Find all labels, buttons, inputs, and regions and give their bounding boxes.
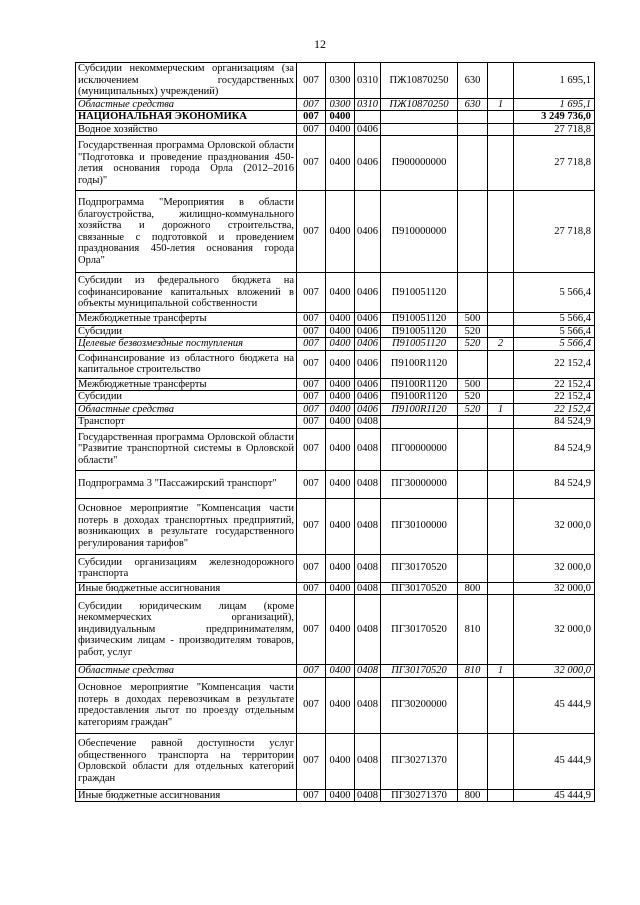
row-rz: 0300 xyxy=(326,63,355,99)
row-rz: 0400 xyxy=(326,498,355,554)
row-name: Межбюджетные трансферты xyxy=(76,313,297,326)
row-ist: 1 xyxy=(488,403,514,416)
row-vr: 810 xyxy=(458,595,488,665)
row-sum: 27 718,8 xyxy=(514,191,595,273)
row-ist: 1 xyxy=(488,98,514,111)
row-pr: 0406 xyxy=(355,338,381,351)
row-ist xyxy=(488,498,514,554)
table-row xyxy=(76,325,595,338)
row-ist xyxy=(488,273,514,313)
row-vr xyxy=(458,191,488,273)
row-vr: 800 xyxy=(458,582,488,595)
row-pr: 0408 xyxy=(355,428,381,470)
row-ist xyxy=(488,136,514,191)
row-ist xyxy=(488,63,514,99)
table-row xyxy=(76,498,595,554)
row-ved: 007 xyxy=(297,789,326,802)
row-csr: ПГ30170520 xyxy=(381,582,458,595)
row-vr: 520 xyxy=(458,391,488,404)
row-ist: 2 xyxy=(488,338,514,351)
row-sum: 5 566,4 xyxy=(514,273,595,313)
row-sum: 5 566,4 xyxy=(514,313,595,326)
row-rz: 0400 xyxy=(326,313,355,326)
row-pr: 0408 xyxy=(355,554,381,582)
row-csr: П9100R1120 xyxy=(381,403,458,416)
row-sum: 45 444,9 xyxy=(514,677,595,733)
row-csr: П9100R1120 xyxy=(381,378,458,391)
row-sum: 1 695,1 xyxy=(514,98,595,111)
row-ist xyxy=(488,111,514,124)
row-name: НАЦИОНАЛЬНАЯ ЭКОНОМИКА xyxy=(76,111,297,124)
row-vr xyxy=(458,136,488,191)
row-csr: П900000000 xyxy=(381,136,458,191)
row-name: Областные средства xyxy=(76,98,297,111)
row-ved: 007 xyxy=(297,554,326,582)
row-name: Обеспечение равной доступности услуг общественного транспорта на территории Орловской области для отдельных категорий граждан xyxy=(76,733,297,789)
row-ved: 007 xyxy=(297,416,326,429)
row-pr: 0408 xyxy=(355,733,381,789)
row-sum: 27 718,8 xyxy=(514,123,595,136)
row-pr: 0408 xyxy=(355,677,381,733)
row-ist xyxy=(488,350,514,378)
row-vr xyxy=(458,416,488,429)
table-row xyxy=(76,677,595,733)
row-pr: 0406 xyxy=(355,273,381,313)
row-rz: 0400 xyxy=(326,733,355,789)
row-vr: 500 xyxy=(458,313,488,326)
row-ved: 007 xyxy=(297,191,326,273)
row-name: Межбюджетные трансферты xyxy=(76,378,297,391)
row-name: Основное мероприятие "Компенсация части потерь в доходах транспортных предприятий, возникающих в результате государственного регулирования тарифов" xyxy=(76,498,297,554)
row-csr: ПЖ10870250 xyxy=(381,98,458,111)
row-ist xyxy=(488,733,514,789)
row-name: Транспорт xyxy=(76,416,297,429)
row-pr: 0310 xyxy=(355,98,381,111)
row-vr xyxy=(458,273,488,313)
row-rz: 0300 xyxy=(326,98,355,111)
row-pr: 0408 xyxy=(355,595,381,665)
row-rz: 0400 xyxy=(326,677,355,733)
row-name: Субсидии некоммерческим организациям (за исключением государственных (муниципальных) учреждений) xyxy=(76,63,297,99)
row-name: Подпрограмма "Мероприятия в области благоустройства, жилищно-коммунального хозяйства и дорожного строительства, связанные с подготовкой и проведением празднования 450-летия основания города Орла" xyxy=(76,191,297,273)
row-ved: 007 xyxy=(297,350,326,378)
row-csr: ПГ30200000 xyxy=(381,677,458,733)
row-csr: ПГ30271370 xyxy=(381,789,458,802)
row-csr: ПГ30271370 xyxy=(381,733,458,789)
table-row xyxy=(76,403,595,416)
row-name: Субсидии юридическим лицам (кроме некоммерческих организаций), индивидуальным предпринимателям, физическим лицам - производителям товаров, работ, услуг xyxy=(76,595,297,665)
row-sum: 22 152,4 xyxy=(514,403,595,416)
row-vr xyxy=(458,470,488,498)
row-name: Областные средства xyxy=(76,403,297,416)
row-rz: 0400 xyxy=(326,350,355,378)
table-row xyxy=(76,470,595,498)
row-sum: 27 718,8 xyxy=(514,136,595,191)
table-row xyxy=(76,789,595,802)
row-vr xyxy=(458,350,488,378)
row-sum: 32 000,0 xyxy=(514,595,595,665)
row-csr xyxy=(381,123,458,136)
row-ved: 007 xyxy=(297,98,326,111)
row-ist xyxy=(488,123,514,136)
table-row xyxy=(76,582,595,595)
row-pr: 0406 xyxy=(355,191,381,273)
row-rz: 0400 xyxy=(326,136,355,191)
row-sum: 22 152,4 xyxy=(514,391,595,404)
row-rz: 0400 xyxy=(326,111,355,124)
row-ved: 007 xyxy=(297,391,326,404)
row-csr: П9100R1120 xyxy=(381,391,458,404)
row-rz: 0400 xyxy=(326,428,355,470)
row-pr: 0406 xyxy=(355,391,381,404)
row-csr: П910051120 xyxy=(381,338,458,351)
row-name: Целевые безвозмездные поступления xyxy=(76,338,297,351)
row-name: Софинансирование из областного бюджета на капитальное строительство xyxy=(76,350,297,378)
row-rz: 0400 xyxy=(326,338,355,351)
table-row xyxy=(76,313,595,326)
table-body xyxy=(76,63,595,802)
row-pr: 0406 xyxy=(355,325,381,338)
table-row xyxy=(76,428,595,470)
row-pr: 0406 xyxy=(355,350,381,378)
page-number: 12 xyxy=(314,37,326,51)
row-rz: 0400 xyxy=(326,595,355,665)
row-sum: 1 695,1 xyxy=(514,63,595,99)
row-ved: 007 xyxy=(297,136,326,191)
row-vr xyxy=(458,123,488,136)
row-csr: ПГ30100000 xyxy=(381,498,458,554)
row-sum: 84 524,9 xyxy=(514,428,595,470)
row-sum: 45 444,9 xyxy=(514,789,595,802)
row-sum: 32 000,0 xyxy=(514,554,595,582)
row-ved: 007 xyxy=(297,403,326,416)
table-row xyxy=(76,111,595,124)
row-ved: 007 xyxy=(297,595,326,665)
row-vr: 500 xyxy=(458,378,488,391)
row-csr: П9100R1120 xyxy=(381,350,458,378)
row-pr: 0406 xyxy=(355,123,381,136)
row-vr xyxy=(458,111,488,124)
row-name: Субсидии xyxy=(76,391,297,404)
row-csr: ПГ00000000 xyxy=(381,428,458,470)
row-ved: 007 xyxy=(297,273,326,313)
row-ist xyxy=(488,416,514,429)
row-ist xyxy=(488,191,514,273)
row-vr: 520 xyxy=(458,338,488,351)
table-row xyxy=(76,595,595,665)
row-sum: 5 566,4 xyxy=(514,338,595,351)
table-row xyxy=(76,733,595,789)
row-pr: 0408 xyxy=(355,416,381,429)
table-row xyxy=(76,123,595,136)
row-ist xyxy=(488,313,514,326)
row-name: Основное мероприятие "Компенсация части потерь в доходах перевозчикам в результате предоставления льгот по проезду отдельным категориям граждан" xyxy=(76,677,297,733)
row-vr: 800 xyxy=(458,789,488,802)
table-row xyxy=(76,665,595,678)
table-row xyxy=(76,391,595,404)
row-name: Иные бюджетные ассигнования xyxy=(76,789,297,802)
row-rz: 0400 xyxy=(326,470,355,498)
row-sum: 32 000,0 xyxy=(514,582,595,595)
row-name: Областные средства xyxy=(76,665,297,678)
row-ved: 007 xyxy=(297,313,326,326)
row-sum: 32 000,0 xyxy=(514,498,595,554)
table-row xyxy=(76,378,595,391)
row-pr: 0408 xyxy=(355,470,381,498)
table-row xyxy=(76,273,595,313)
row-ved: 007 xyxy=(297,123,326,136)
table-row xyxy=(76,350,595,378)
row-name: Подпрограмма 3 "Пассажирский транспорт" xyxy=(76,470,297,498)
table-row xyxy=(76,136,595,191)
row-rz: 0400 xyxy=(326,378,355,391)
row-pr: 0310 xyxy=(355,63,381,99)
row-pr: 0406 xyxy=(355,403,381,416)
row-rz: 0400 xyxy=(326,191,355,273)
row-rz: 0400 xyxy=(326,416,355,429)
row-vr xyxy=(458,498,488,554)
row-pr: 0408 xyxy=(355,582,381,595)
row-csr: П910051120 xyxy=(381,273,458,313)
row-pr: 0406 xyxy=(355,313,381,326)
row-ist xyxy=(488,391,514,404)
row-rz: 0400 xyxy=(326,273,355,313)
row-csr: ПГ30170520 xyxy=(381,595,458,665)
row-csr: ПГ30170520 xyxy=(381,665,458,678)
row-ved: 007 xyxy=(297,665,326,678)
row-pr: 0408 xyxy=(355,789,381,802)
row-rz: 0400 xyxy=(326,789,355,802)
row-vr: 520 xyxy=(458,403,488,416)
row-csr: ПГ30000000 xyxy=(381,470,458,498)
row-name: Иные бюджетные ассигнования xyxy=(76,582,297,595)
row-rz: 0400 xyxy=(326,665,355,678)
row-sum: 22 152,4 xyxy=(514,378,595,391)
row-vr xyxy=(458,554,488,582)
row-ist xyxy=(488,428,514,470)
row-ist xyxy=(488,554,514,582)
row-csr: П910051120 xyxy=(381,313,458,326)
row-ist: 1 xyxy=(488,665,514,678)
row-ist xyxy=(488,325,514,338)
row-ved: 007 xyxy=(297,325,326,338)
row-name: Субсидии организациям железнодорожного транспорта xyxy=(76,554,297,582)
row-ved: 007 xyxy=(297,378,326,391)
row-vr: 810 xyxy=(458,665,488,678)
table-row xyxy=(76,338,595,351)
row-rz: 0400 xyxy=(326,582,355,595)
row-name: Субсидии xyxy=(76,325,297,338)
row-sum: 45 444,9 xyxy=(514,733,595,789)
table-row xyxy=(76,416,595,429)
row-rz: 0400 xyxy=(326,403,355,416)
row-rz: 0400 xyxy=(326,554,355,582)
row-vr: 630 xyxy=(458,98,488,111)
row-ist xyxy=(488,470,514,498)
row-ved: 007 xyxy=(297,470,326,498)
row-name: Государственная программа Орловской области "Развитие транспортной системы в Орловской области" xyxy=(76,428,297,470)
row-ist xyxy=(488,789,514,802)
row-ved: 007 xyxy=(297,338,326,351)
row-ved: 007 xyxy=(297,582,326,595)
row-csr: ПЖ10870250 xyxy=(381,63,458,99)
row-csr: ПГ30170520 xyxy=(381,554,458,582)
table-row xyxy=(76,554,595,582)
row-csr: П910000000 xyxy=(381,191,458,273)
row-vr xyxy=(458,677,488,733)
row-vr: 520 xyxy=(458,325,488,338)
table-row xyxy=(76,98,595,111)
budget-table xyxy=(75,62,595,802)
row-sum: 22 152,4 xyxy=(514,350,595,378)
row-ved: 007 xyxy=(297,677,326,733)
row-csr: П910051120 xyxy=(381,325,458,338)
row-csr xyxy=(381,416,458,429)
row-csr xyxy=(381,111,458,124)
row-name: Государственная программа Орловской области "Подготовка и проведение празднования 450-летия основания города Орла (2012–2016 годы)" xyxy=(76,136,297,191)
row-name: Субсидии из федерального бюджета на софинансирование капитальных вложений в объекты муниципальной собственности xyxy=(76,273,297,313)
row-sum: 32 000,0 xyxy=(514,665,595,678)
row-ist xyxy=(488,378,514,391)
row-ist xyxy=(488,582,514,595)
row-name: Водное хозяйство xyxy=(76,123,297,136)
row-pr: 0406 xyxy=(355,378,381,391)
table-row xyxy=(76,63,595,99)
row-sum: 3 249 736,0 xyxy=(514,111,595,124)
row-ved: 007 xyxy=(297,63,326,99)
row-ved: 007 xyxy=(297,498,326,554)
row-ved: 007 xyxy=(297,111,326,124)
table-row xyxy=(76,191,595,273)
row-pr: 0406 xyxy=(355,136,381,191)
row-pr: 0408 xyxy=(355,665,381,678)
row-rz: 0400 xyxy=(326,325,355,338)
row-vr xyxy=(458,733,488,789)
row-rz: 0400 xyxy=(326,391,355,404)
row-ved: 007 xyxy=(297,733,326,789)
row-rz: 0400 xyxy=(326,123,355,136)
row-sum: 84 524,9 xyxy=(514,416,595,429)
row-ist xyxy=(488,595,514,665)
row-pr: 0408 xyxy=(355,498,381,554)
row-ist xyxy=(488,677,514,733)
row-pr xyxy=(355,111,381,124)
row-sum: 84 524,9 xyxy=(514,470,595,498)
row-vr xyxy=(458,428,488,470)
row-ved: 007 xyxy=(297,428,326,470)
row-vr: 630 xyxy=(458,63,488,99)
row-sum: 5 566,4 xyxy=(514,325,595,338)
